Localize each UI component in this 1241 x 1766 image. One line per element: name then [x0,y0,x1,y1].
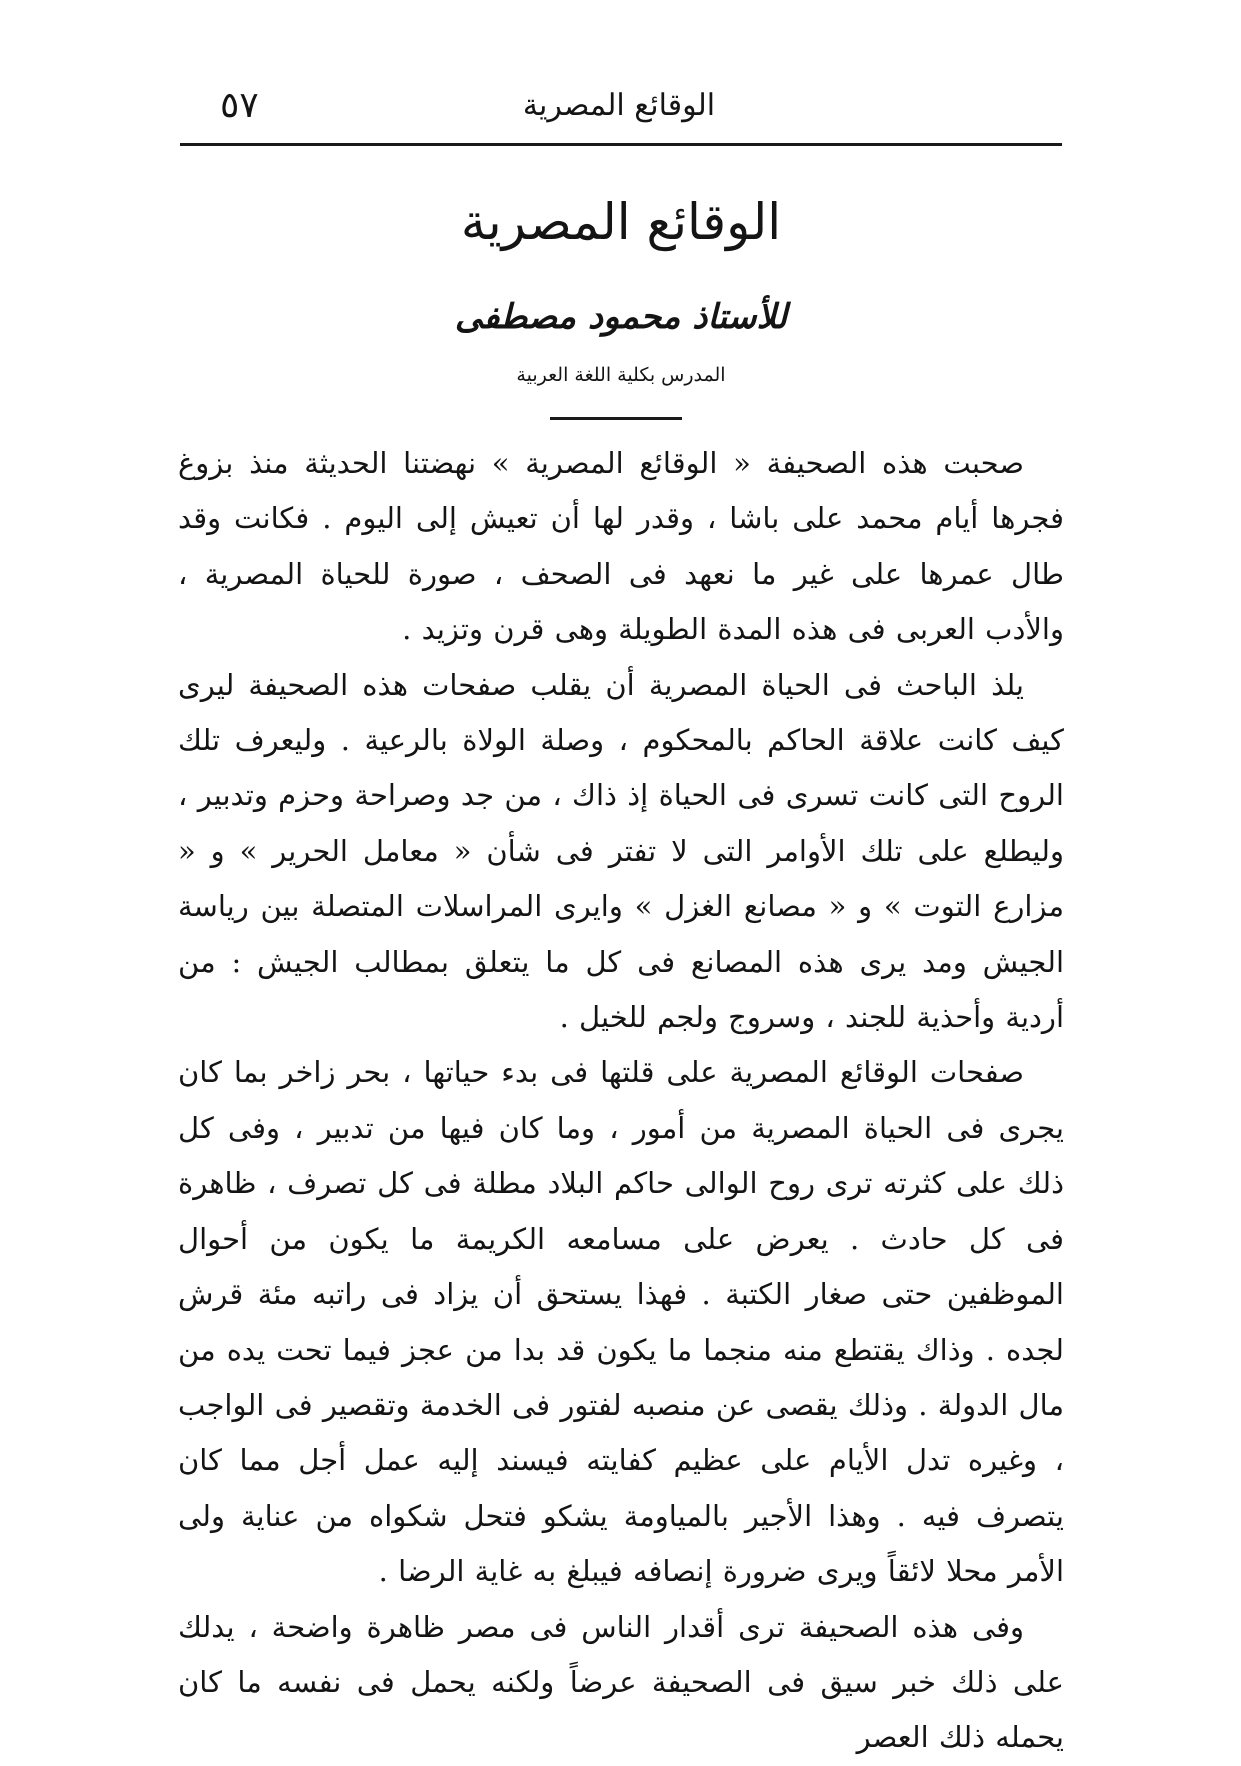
paragraph: صحبت هذه الصحيفة « الوقائع المصرية » نهضتنا الحديثة منذ بزوغ فجرها أيام محمد على باشا ، وقدر لها أن تعيش إلى اليوم . فكانت وقد طال عمرها على غير ما نعهد فى الصحف ، صورة للحياة المصرية ، والأدب العربى فى هذه المدة الطويلة وهى قرن وتزيد . [178,446,1064,647]
paragraph: يلذ الباحث فى الحياة المصرية أن يقلب صفحات هذه الصحيفة ليرى كيف كانت علاقة الحاكم بالمحكوم ، وصلة الولاة بالرعية . وليعرف تلك الروح التى كانت تسرى فى الحياة إذ ذاك ، من جد وصراحة وحزم وتدبير ، وليطلع على تلك الأوامر التى لا تفتر فى شأن « معامل الحرير » و « مزارع التوت » و « مصانع الغزل » وايرى المراسلات المتصلة بين رياسة الجيش ومد يرى هذه المصانع فى كل ما يتعلق بمطالب الجيش : من أردية وأحذية للجند ، وسروج ولجم للخيل . [178,667,1064,1035]
title-rule [550,417,682,420]
article-body [178,436,1064,1766]
running-header [178,80,1060,140]
author-name: للأستاذ محمود مصطفى [454,297,788,337]
article-title: الوقائع المصرية [460,193,782,251]
header-rule [180,143,1062,146]
running-title: الوقائع المصرية [522,88,716,123]
author-affiliation: المدرس بكلية اللغة العربية [516,364,726,386]
paragraph: صفحات الوقائع المصرية على قلتها فى بدء حياتها ، بحر زاخر بما كان يجرى فى الحياة المصرية من أمور ، وما كان فيها من تدبير ، وفى كل ذلك على كثرته ترى روح الوالى حاكم البلاد مطلة فى كل تصرف ، ظاهرة فى كل حادث . يعرض على مسامعه الكريمة ما يكون من أحوال الموظفين حتى صغار الكتبة . فهذا يستحق أن يزاد فى راتبه مئة قرش لجده . وذاك يقتطع منه منجما ما يكون قد بدا من عجز فيما تحت يده من مال الدولة . وذلك يقصى عن منصبه لفتور فى الخدمة وتقصير فى الواجب ، وغيره تدل الأيام على عظيم كفايته فيسند إليه عمل أجل مما كان يتصرف فيه . وهذا الأجير بالمياومة يشكو فتحل شكواه من عناية ولى الأمر محلا لائقاً ويرى ضرورة إنصافه فيبلغ به غاية الرضا . [178,1055,1065,1589]
paragraph: وفى هذه الصحيفة ترى أقدار الناس فى مصر ظاهرة واضحة ، يدلك على ذلك خبر سيق فى الصحيفة عرضاً ولكنه يحمل فى نفسه ما كان يحمله ذلك العصر [178,1609,1064,1755]
page-number: ٥٧ [220,85,259,126]
